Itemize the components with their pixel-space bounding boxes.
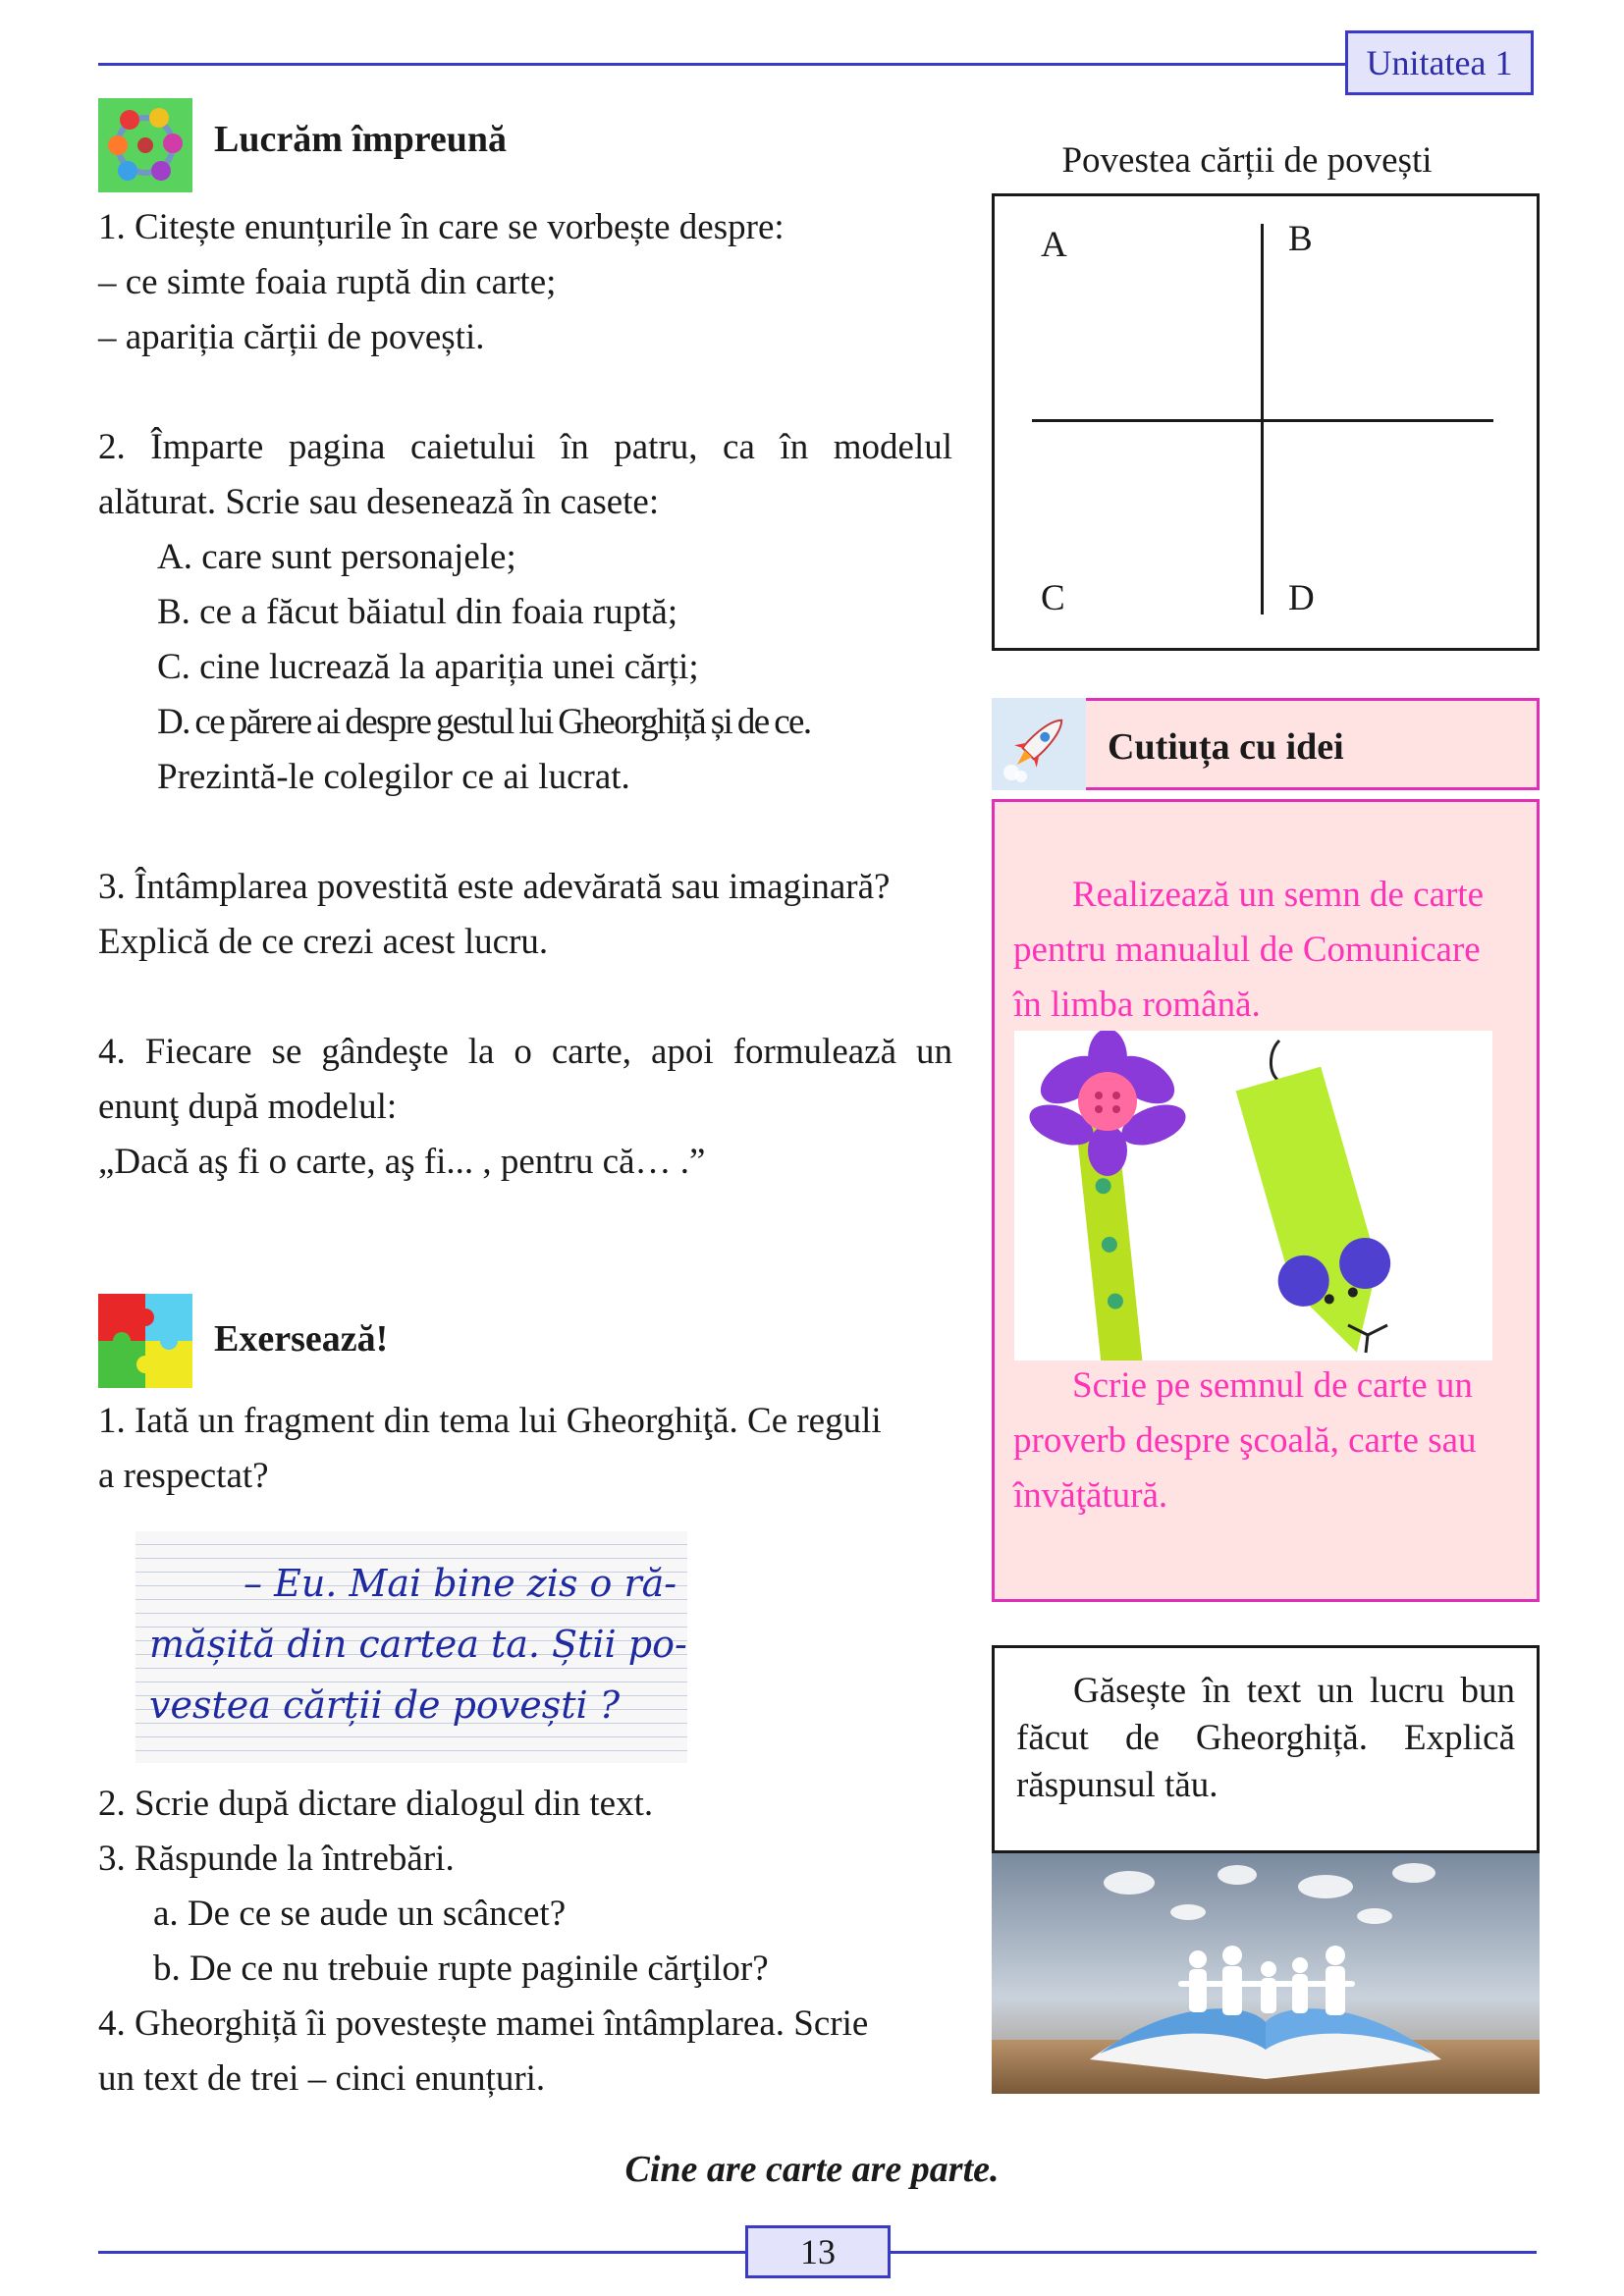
question-4-line: „Dacă aş fi o carte, aş fi... , pentru că… .” [98,1142,706,1182]
exercise-question-1 [98,1394,952,1504]
page-number: 13 [745,2225,891,2278]
puzzle-icon [98,1294,192,1388]
header-rule [98,63,1345,66]
diagram-label-c: C [1041,578,1065,618]
idea-text-line: proverb despre şcoală, carte sau [1013,1420,1477,1461]
diagram-label-b: B [1288,219,1313,259]
group-hands-icon [98,98,192,192]
question-1-line: – ce simte foaia ruptă din carte; [98,262,557,302]
diagram-title: Povestea cărții de povești [1061,140,1433,181]
idea-text-line: învăţătură. [1013,1475,1168,1516]
idea-box-title: Cutiuța cu idei [1108,726,1344,768]
exercise-question-1-line: a respectat? [98,1456,269,1496]
exercise-questions-2-4 [98,1777,952,2107]
question-4 [98,1025,952,1190]
question-4-line: 4. Fiecare se gândeşte la o carte, apoi formulează un [98,1032,952,1072]
handwriting-sample [135,1531,687,1763]
exercise-question-1-line: 1. Iată un fragment din tema lui Gheorghiţă. Ce reguli [98,1401,882,1441]
idea-text-2 [1013,1359,1524,1523]
question-3 [98,860,952,970]
question-2 [98,420,952,805]
diagram-label-d: D [1288,578,1315,618]
unit-label: Unitatea 1 [1345,30,1534,95]
handwriting-line: vestea cărții de povești ? [149,1683,621,1727]
idea-text-line: în limba română. [1013,985,1261,1025]
exercise-question-3a: a. De ce se aude un scâncet? [153,1894,567,1934]
idea-text-line: Realizează un semn de carte [1072,875,1485,915]
tip-text: Găsește în text un lucru bun făcut de Gheorghiță. Explică răspunsul tău. [1016,1671,1515,1805]
question-1-line: – apariția cărții de povești. [98,317,485,357]
question-1 [98,200,952,365]
question-3-line: Explică de ce crezi acest lucru. [98,922,549,962]
diagram-label-a: A [1041,225,1067,265]
idea-text-line: pentru manualul de Comunicare [1013,930,1481,970]
idea-text-line: Scrie pe semnul de carte un [1072,1365,1473,1406]
footer-rule-right [891,2251,1537,2254]
exercise-question-3: 3. Răspunde la întrebări. [98,1839,455,1879]
footer-rule-left [98,2251,745,2254]
question-2-item-d: D. ce părere ai despre gestul lui Gheorghiță și de ce. [157,702,811,742]
question-2-item-c: C. cine lucrează la apariția unei cărți; [157,647,699,687]
question-2-line: alăturat. Scrie sau desenează în casete: [98,482,660,522]
question-2-item-a: A. care sunt personajele; [157,537,516,577]
exercise-question-2: 2. Scrie după dictare dialogul din text. [98,1784,654,1824]
motto: Cine are carte are parte. [624,2149,1000,2190]
exercise-question-3b: b. De ce nu trebuie rupte paginile cărţilor? [153,1949,769,1989]
question-3-line: 3. Întâmplarea povestită este adevărată sau imaginară? [98,867,891,907]
open-book-family-photo [992,1853,1540,2094]
bookmarks-photo [1014,1031,1492,1361]
section-title-exercise: Exersează! [214,1318,389,1360]
question-2-item-b: B. ce a făcut băiatul din foaia ruptă; [157,592,678,632]
section-title-together: Lucrăm împreună [214,119,508,160]
question-1-line: 1. Citește enunțurile în care se vorbește despre: [98,207,785,247]
handwriting-line: mășită din cartea ta. Știi po- [149,1623,687,1666]
question-2-line: 2. Împarte pagina caietului în patru, ca în modelul [98,427,952,467]
question-2-item-e: Prezintă-le colegilor ce ai lucrat. [157,757,630,797]
rocket-icon [992,698,1086,790]
handwriting-text [149,1553,687,1735]
diagram-box [992,193,1540,651]
diagram-horizontal-line [1032,419,1493,422]
handwriting-line: – Eu. Mai bine zis o ră- [244,1562,677,1605]
exercise-question-4: 4. Gheorghiță îi povestește mamei întâmplarea. Scrie [98,2003,869,2044]
idea-text-1 [1013,868,1524,1033]
exercise-question-4: un text de trei – cinci enunțuri. [98,2058,546,2099]
tip-box [992,1645,1540,1853]
question-4-line: enunţ după modelul: [98,1087,398,1127]
